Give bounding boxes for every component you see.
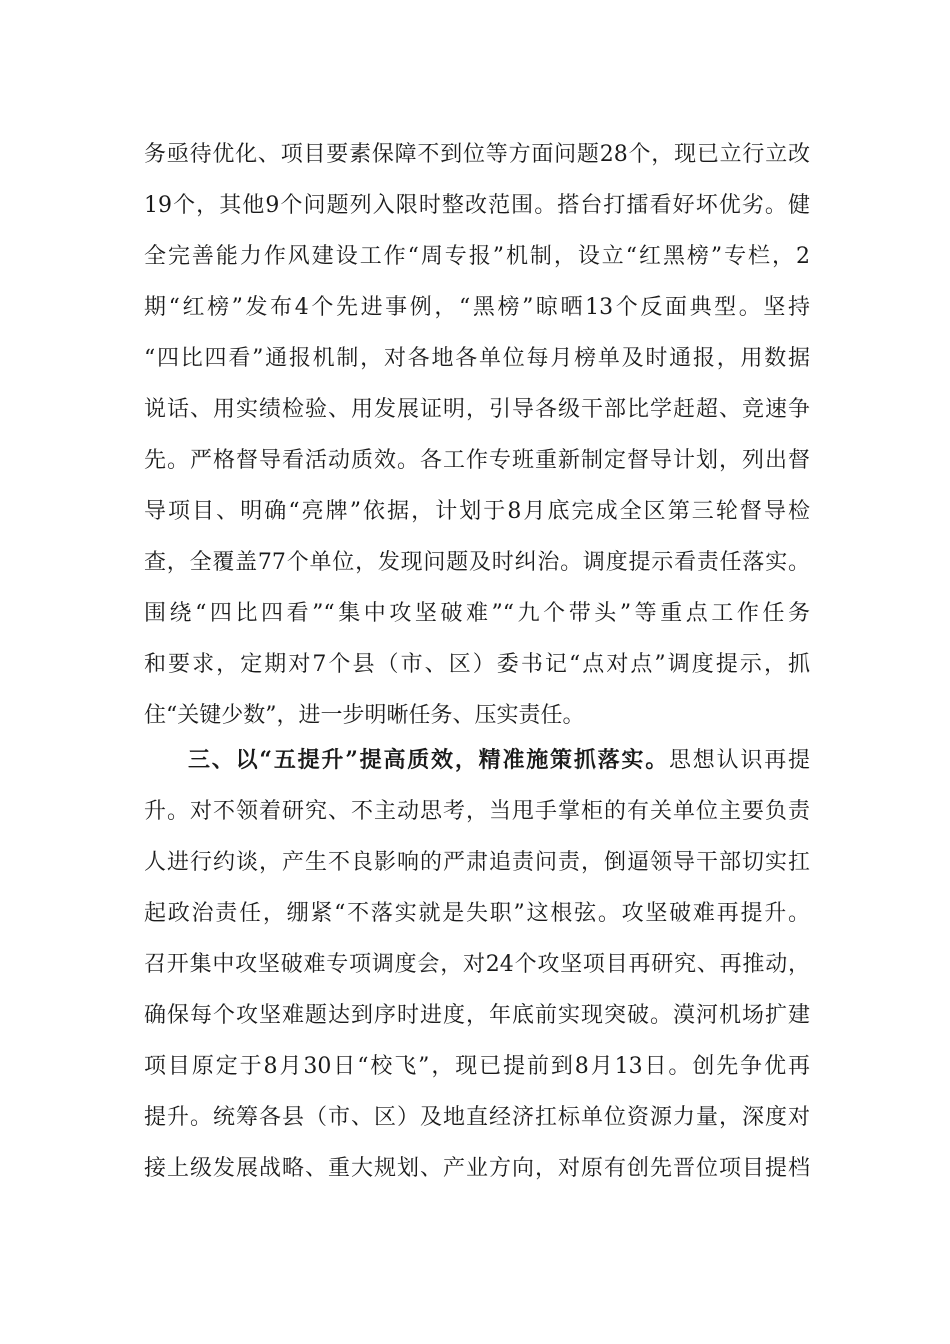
paragraph-1 (144, 129, 810, 741)
text-line: 起政治责任，绷紧“不落实就是失职”这根弦。攻坚破难再提升。 (144, 901, 810, 926)
text-line: 导项目、明确“亮牌”依据，计划于8月底完成全区第三轮督导检 (144, 499, 810, 524)
paragraph-first-line (144, 735, 810, 786)
text-line: 期“红榜”发布4个先进事例，“黑榜”晾晒13个反面典型。坚持 (144, 295, 810, 320)
text-line: 住“关键少数”，进一步明晰任务、压实责任。 (144, 703, 585, 728)
heading-continuation: 思想认识再提 (669, 748, 810, 773)
paragraph-2 (144, 735, 810, 1194)
text-line: 围绕“四比四看”“集中攻坚破难”“九个带头”等重点工作任务 (144, 601, 810, 626)
text-line: 先。严格督导看活动质效。各工作专班重新制定督导计划，列出督 (144, 448, 810, 473)
text-line: 召开集中攻坚破难专项调度会，对24个攻坚项目再研究、再推动， (144, 952, 810, 977)
text-line: 说话、用实绩检验、用发展证明，引导各级干部比学赶超、竞速争 (144, 397, 810, 422)
text-line: 和要求，定期对7个县（市、区）委书记“点对点”调度提示，抓 (144, 652, 810, 677)
section-heading: 三、以“五提升”提高质效，精准施策抓落实。 (188, 747, 670, 773)
text-line: 查，全覆盖77个单位，发现问题及时纠治。调度提示看责任落实。 (144, 550, 810, 575)
text-line: 升。对不领着研究、不主动思考，当甩手掌柜的有关单位主要负责 (144, 799, 810, 824)
text-line: 项目原定于8月30日“校飞”，现已提前到8月13日。创先争优再 (144, 1054, 810, 1079)
text-line: 接上级发展战略、重大规划、产业方向，对原有创先晋位项目提档 (144, 1156, 810, 1181)
text-line: 务亟待优化、项目要素保障不到位等方面问题28个，现已立行立改 (144, 142, 810, 167)
text-line: 全完善能力作风建设工作“周专报”机制，设立“红黑榜”专栏，2 (144, 244, 810, 269)
text-line: 提升。统筹各县（市、区）及地直经济扛标单位资源力量，深度对 (144, 1105, 810, 1130)
text-line: “四比四看”通报机制，对各地各单位每月榜单及时通报，用数据 (144, 346, 810, 371)
text-line: 确保每个攻坚难题达到序时进度，年底前实现突破。漠河机场扩建 (144, 1003, 810, 1028)
text-line: 人进行约谈，产生不良影响的严肃追责问责，倒逼领导干部切实扛 (144, 850, 810, 875)
text-line: 19个，其他9个问题列入限时整改范围。搭台打擂看好坏优劣。健 (144, 193, 810, 218)
